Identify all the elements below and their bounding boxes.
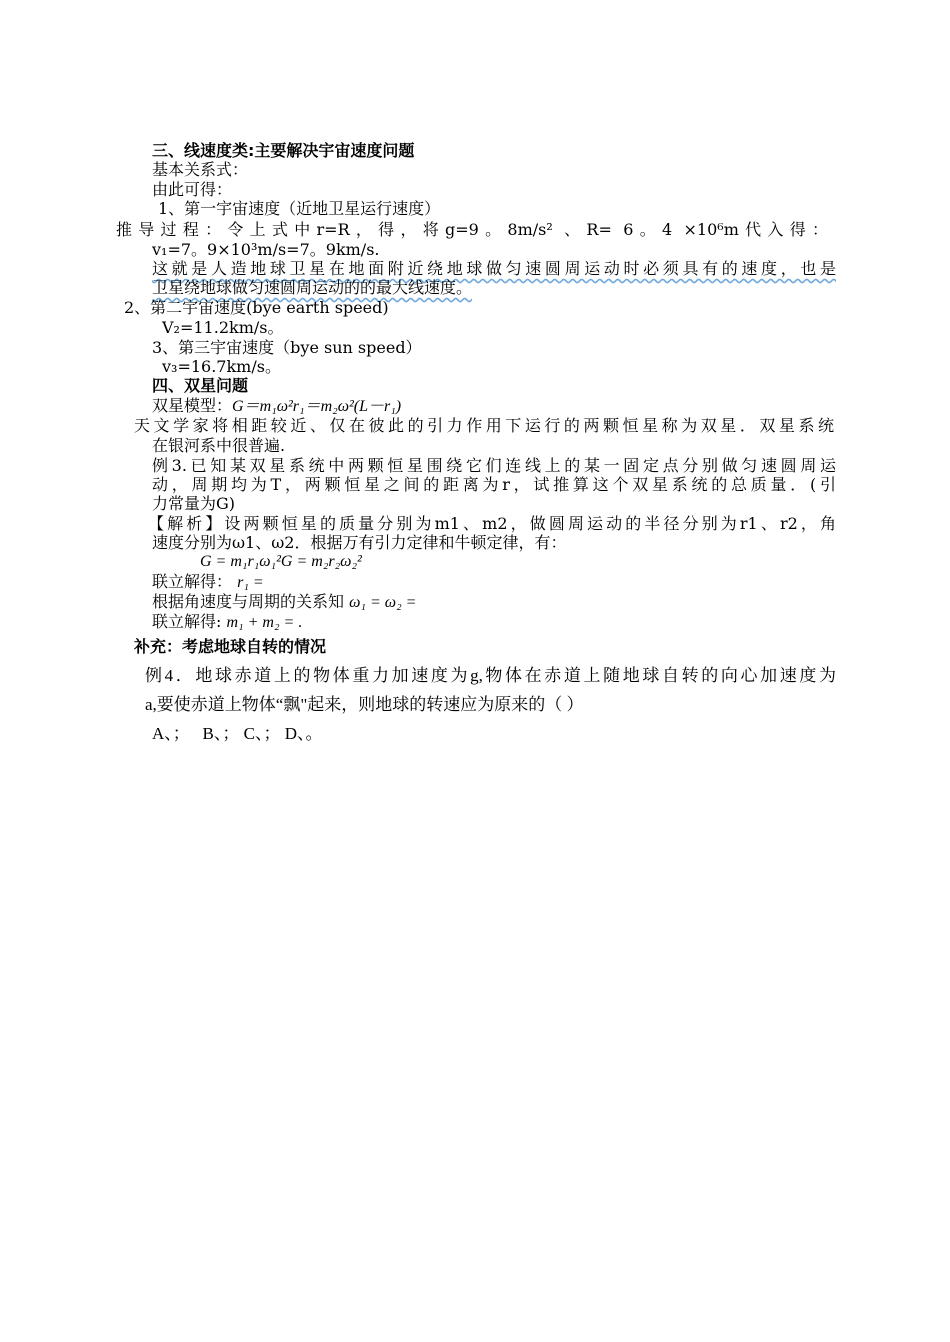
text-analysis-2: 速度分别为ω1、ω2．根据万有引力定律和牛顿定律，有： [152,533,567,552]
heading-binary-stars: 四、双星问题 [152,376,249,395]
text-solve-mass [152,612,302,633]
text-example4-options: A、； B、； C、； D、。 [152,724,323,743]
text-v1-value: v₁=7。9×10³m/s=7。9km/s. [152,240,380,259]
formula-total-mass: m₁ + m₂ = . [226,614,303,631]
text-second-cosmic-velocity: 2、第二宇宙速度(bye earth speed) [124,298,389,317]
text-binary-intro-1: 天文学家将相距较近、仅在彼此的引力作用下运行的两颗恒星称为双星．双星系统 [134,416,834,435]
text-basic-relation: 基本关系式： [152,160,249,179]
formula-gravitation: G = m₁r₁ω₁²G = m₂r₂ω₂² [200,553,362,570]
text-derivation: 推导过程：令上式中r=R，得，将g=9。8m/s² 、R= 6。4 ×10⁶m代入得： [116,220,828,239]
formula-r1: r₁ = [237,574,264,591]
text-v2-value: V₂=11.2km/s。 [162,318,284,337]
text-third-cosmic-velocity: 3、第三宇宙速度（bye sun speed） [152,338,422,357]
formula-omega: ω₁ = ω₂ = [349,594,417,611]
text-example3-2: 动，周期均为T，两颗恒星之间的距离为r，试推算这个双星系统的总质量．(引 [152,475,836,494]
text-binary-intro-2: 在银河系中很普遍. [152,436,286,455]
text-v3-value: v₃=16.7km/s。 [162,357,281,376]
text-thus: 由此可得： [152,180,233,199]
formula-binary-model: G＝m₁ω²r₁＝m₂ω²(L－r₁) [232,398,402,415]
text-solve-mass-label: 联立解得: [152,612,222,631]
text-binary-model-label: 双星模型： [152,396,233,415]
text-explanation-1: 这就是人造地球卫星在地面附近绕地球做匀速圆周运动时必须具有的速度，也是 [152,259,836,278]
text-solve-label: 联立解得： [152,572,233,591]
heading-earth-rotation: 补充：考虑地球自转的情况 [134,637,327,656]
text-solve-r1 [152,572,264,593]
text-example3-1: 例3.已知某双星系统中两颗恒星围绕它们连线上的某一固定点分别做匀速圆周运 [152,456,836,475]
text-angular-period-label: 根据角速度与周期的关系知 [152,592,345,611]
text-angular-period [152,592,416,613]
text-analysis-1: 【解析】设两颗恒星的质量分别为m1、m2，做圆周运动的半径分别为r1、r2，角 [148,514,836,533]
text-first-cosmic-velocity: 1、第一宇宙速度（近地卫星运行速度） [158,199,441,218]
text-example4-2: a,要使赤道上物体“飘"起来，则地球的转速应为原来的（ ） [145,695,584,714]
text-binary-model [152,396,401,417]
heading-linear-velocity: 三、线速度类:主要解决宇宙速度问题 [152,141,415,160]
text-example3-3: 力常量为G) [152,494,236,513]
text-explanation-2: 卫星绕地球做匀速圆周运动的的最大线速度。 [152,278,473,297]
text-example4-1: 例4．地球赤道上的物体重力加速度为g,物体在赤道上随地球自转的向心加速度为 [145,666,836,685]
